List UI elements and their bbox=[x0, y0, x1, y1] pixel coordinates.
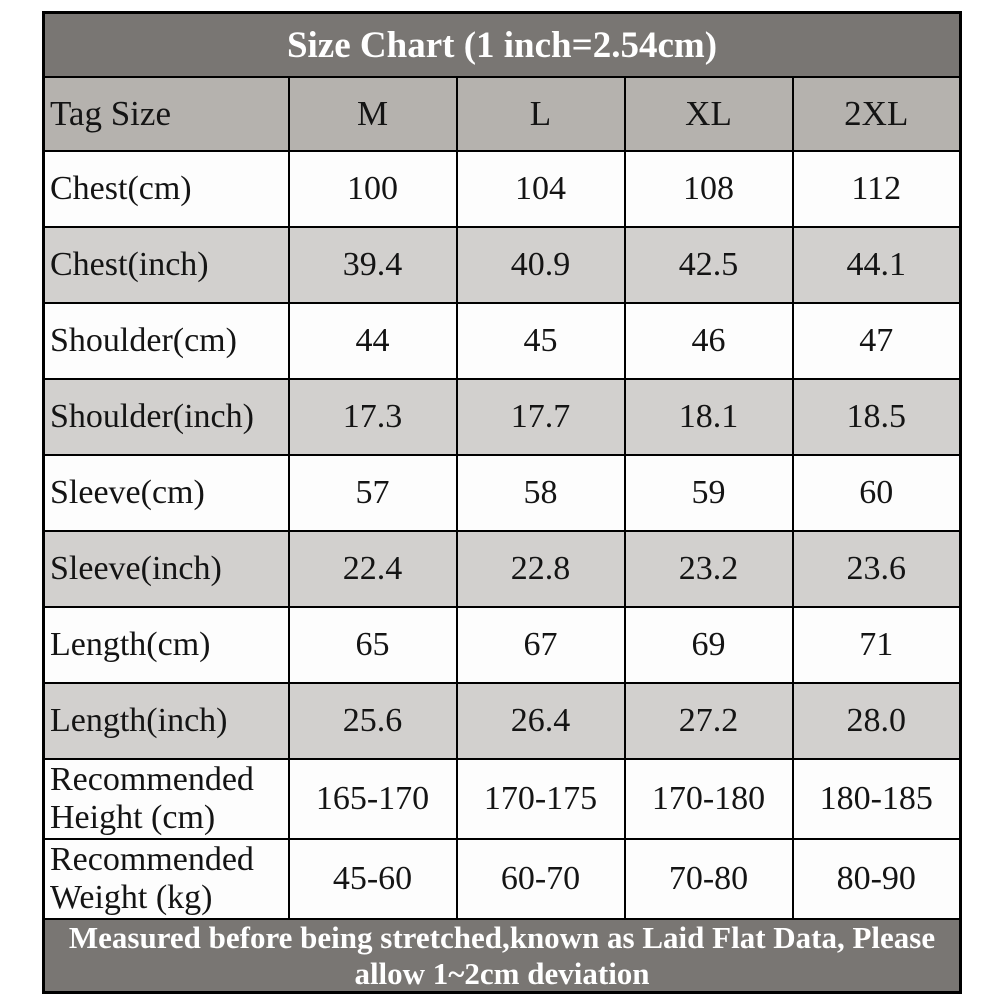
cell-value: 104 bbox=[457, 151, 625, 227]
row-label: Recommended Weight (kg) bbox=[44, 839, 289, 919]
cell-value: 42.5 bbox=[625, 227, 793, 303]
cell-value: 47 bbox=[793, 303, 961, 379]
cell-value: 46 bbox=[625, 303, 793, 379]
cell-value: 22.8 bbox=[457, 531, 625, 607]
footer-row bbox=[44, 919, 961, 992]
chart-title: Size Chart (1 inch=2.54cm) bbox=[44, 13, 961, 78]
cell-value: 180-185 bbox=[793, 759, 961, 839]
cell-value: 59 bbox=[625, 455, 793, 531]
column-header-tag-size: Tag Size bbox=[44, 77, 289, 151]
cell-value: 25.6 bbox=[289, 683, 457, 759]
measurement-note bbox=[44, 919, 961, 992]
cell-value: 60 bbox=[793, 455, 961, 531]
size-chart-table bbox=[42, 11, 962, 994]
cell-value: 70-80 bbox=[625, 839, 793, 919]
cell-value: 17.7 bbox=[457, 379, 625, 455]
cell-value: 28.0 bbox=[793, 683, 961, 759]
table-row-sleeve-cm bbox=[44, 455, 961, 531]
table-row-length-cm bbox=[44, 607, 961, 683]
row-label: Length(inch) bbox=[44, 683, 289, 759]
cell-value: 67 bbox=[457, 607, 625, 683]
measurement-note-line2: allow 1~2cm deviation bbox=[354, 955, 650, 991]
cell-value: 27.2 bbox=[625, 683, 793, 759]
table-row-shoulder-cm bbox=[44, 303, 961, 379]
cell-value: 44.1 bbox=[793, 227, 961, 303]
column-header-xl: XL bbox=[625, 77, 793, 151]
table-row-shoulder-inch bbox=[44, 379, 961, 455]
row-label: Chest(inch) bbox=[44, 227, 289, 303]
table-row-length-inch bbox=[44, 683, 961, 759]
row-label: Sleeve(inch) bbox=[44, 531, 289, 607]
cell-value: 170-180 bbox=[625, 759, 793, 839]
cell-value: 170-175 bbox=[457, 759, 625, 839]
column-header-m: M bbox=[289, 77, 457, 151]
cell-value: 45-60 bbox=[289, 839, 457, 919]
cell-value: 40.9 bbox=[457, 227, 625, 303]
title-row bbox=[44, 13, 961, 78]
cell-value: 18.5 bbox=[793, 379, 961, 455]
table-row-chest-cm bbox=[44, 151, 961, 227]
cell-value: 57 bbox=[289, 455, 457, 531]
cell-value: 44 bbox=[289, 303, 457, 379]
cell-value: 23.6 bbox=[793, 531, 961, 607]
cell-value: 23.2 bbox=[625, 531, 793, 607]
cell-value: 26.4 bbox=[457, 683, 625, 759]
table-row-recommended-height bbox=[44, 759, 961, 839]
cell-value: 108 bbox=[625, 151, 793, 227]
cell-value: 18.1 bbox=[625, 379, 793, 455]
table-row-chest-inch bbox=[44, 227, 961, 303]
row-label: Length(cm) bbox=[44, 607, 289, 683]
cell-value: 65 bbox=[289, 607, 457, 683]
row-label: Recommended Height (cm) bbox=[44, 759, 289, 839]
cell-value: 80-90 bbox=[793, 839, 961, 919]
cell-value: 58 bbox=[457, 455, 625, 531]
cell-value: 17.3 bbox=[289, 379, 457, 455]
cell-value: 22.4 bbox=[289, 531, 457, 607]
table-row-recommended-weight bbox=[44, 839, 961, 919]
cell-value: 69 bbox=[625, 607, 793, 683]
column-header-row bbox=[44, 77, 961, 151]
column-header-l: L bbox=[457, 77, 625, 151]
row-label: Shoulder(cm) bbox=[44, 303, 289, 379]
cell-value: 39.4 bbox=[289, 227, 457, 303]
table-row-sleeve-inch bbox=[44, 531, 961, 607]
cell-value: 45 bbox=[457, 303, 625, 379]
cell-value: 112 bbox=[793, 151, 961, 227]
row-label: Shoulder(inch) bbox=[44, 379, 289, 455]
cell-value: 71 bbox=[793, 607, 961, 683]
cell-value: 100 bbox=[289, 151, 457, 227]
measurement-note-line1: Measured before being stretched,known as Laid Flat Data, Please bbox=[68, 920, 936, 956]
cell-value: 60-70 bbox=[457, 839, 625, 919]
row-label: Sleeve(cm) bbox=[44, 455, 289, 531]
row-label: Chest(cm) bbox=[44, 151, 289, 227]
cell-value: 165-170 bbox=[289, 759, 457, 839]
column-header-2xl: 2XL bbox=[793, 77, 961, 151]
